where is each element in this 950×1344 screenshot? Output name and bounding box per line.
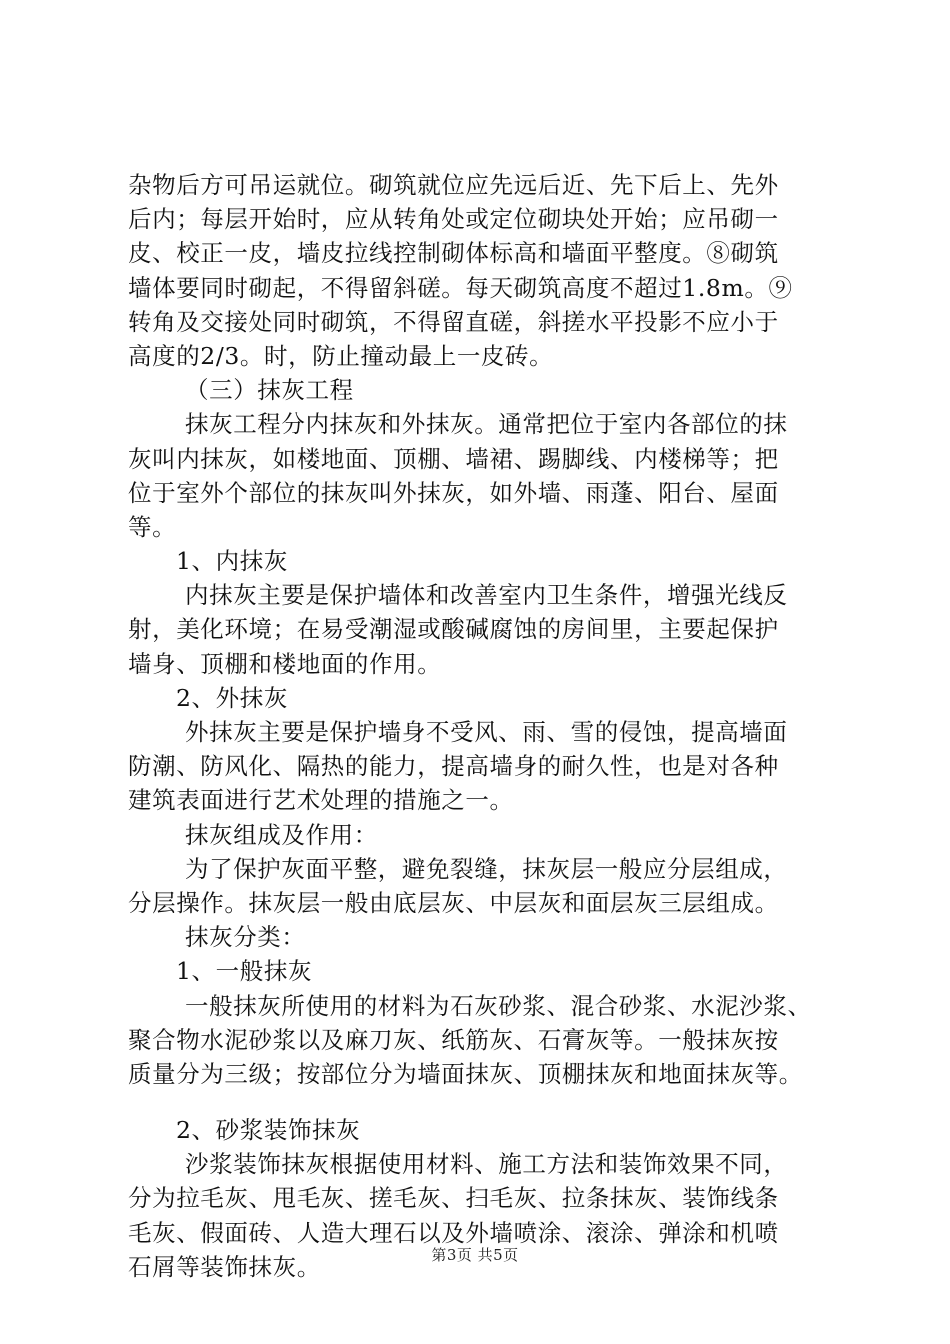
paragraph-line: 抹灰工程分内抹灰和外抹灰。通常把位于室内各部位的抹 [185, 410, 788, 439]
paragraph-line: 后内；每层开始时，应从转角处或定位砌块处开始；应吊砌一 [128, 205, 779, 234]
subsection-heading: 抹灰组成及作用： [185, 820, 378, 849]
subsection-heading: 1、一般抹灰 [176, 957, 313, 986]
paragraph-line: 质量分为三级；按部位分为墙面抹灰、顶棚抹灰和地面抹灰等。 [128, 1059, 803, 1088]
paragraph-line: 射，美化环境；在易受潮湿或酸碱腐蚀的房间里，主要起保护 [128, 615, 779, 644]
paragraph-line: 转角及交接处同时砌筑，不得留直磋，斜搓水平投影不应小于 [128, 307, 779, 336]
subsection-heading: 2、砂浆装饰抹灰 [176, 1116, 361, 1145]
paragraph-line: 防潮、防风化、隔热的能力，提高墙身的耐久性，也是对各种 [128, 752, 779, 781]
blank-gap [128, 1091, 833, 1113]
subsection-heading: 抹灰分类： [185, 923, 306, 952]
paragraph-line: 毛灰、假面砖、人造大理石以及外墙喷涂、滚涂、弹涂和机喷 [128, 1218, 779, 1247]
paragraph-line: 位于室外个部位的抹灰叫外抹灰，如外墙、雨蓬、阳台、屋面 [128, 478, 779, 507]
paragraph-line: 灰叫内抹灰，如楼地面、顶棚、墙裙、踢脚线、内楼梯等；把 [128, 444, 779, 473]
paragraph-line: 等。 [128, 512, 177, 541]
paragraph-line: 为了保护灰面平整，避免裂缝，抹灰层一般应分层组成， [185, 854, 788, 883]
paragraph-line: 内抹灰主要是保护墙体和改善室内卫生条件，增强光线反 [185, 581, 788, 610]
paragraph-line: 聚合物水泥砂浆以及麻刀灰、纸筋灰、石膏灰等。一般抹灰按 [128, 1025, 779, 1054]
paragraph-line: 石屑等装饰抹灰。 [128, 1252, 321, 1281]
subsection-heading: 1、内抹灰 [176, 547, 288, 576]
paragraph-line: 杂物后方可吊运就位。砌筑就位应先远后近、先下后上、先外 [128, 171, 779, 199]
paragraph-line: 一般抹灰所使用的材料为石灰砂浆、混合砂浆、水泥沙浆、 [185, 991, 812, 1020]
paragraph-line: 沙浆装饰抹灰根据使用材料、施工方法和装饰效果不同， [185, 1150, 788, 1179]
subsection-heading: 2、外抹灰 [176, 683, 288, 712]
paragraph-line: 皮、校正一皮，墙皮拉线控制砌体标高和墙面平整度。⑧砌筑 [128, 239, 779, 268]
paragraph-line: 外抹灰主要是保护墙身不受风、雨、雪的侵蚀，提高墙面 [185, 718, 788, 746]
paragraph-line: 墙体要同时砌起，不得留斜磋。每天砌筑高度不超过1.8m。⑨ [128, 273, 793, 302]
body-text [128, 168, 833, 1284]
paragraph-line: 建筑表面进行艺术处理的措施之一。 [128, 786, 514, 815]
paragraph-line: 分为拉毛灰、甩毛灰、搓毛灰、扫毛灰、拉条抹灰、装饰线条 [128, 1184, 779, 1213]
paragraph-line: 墙身、顶棚和楼地面的作用。 [128, 649, 442, 678]
page-footer: 第3页 共5页 [431, 1246, 519, 1264]
paragraph-line: 分层操作。抹灰层一般由底层灰、中层灰和面层灰三层组成。 [128, 888, 779, 917]
section-heading: （三）抹灰工程 [185, 376, 354, 405]
paragraph-line: 高度的2/3。时，防止撞动最上一皮砖。 [128, 341, 554, 370]
